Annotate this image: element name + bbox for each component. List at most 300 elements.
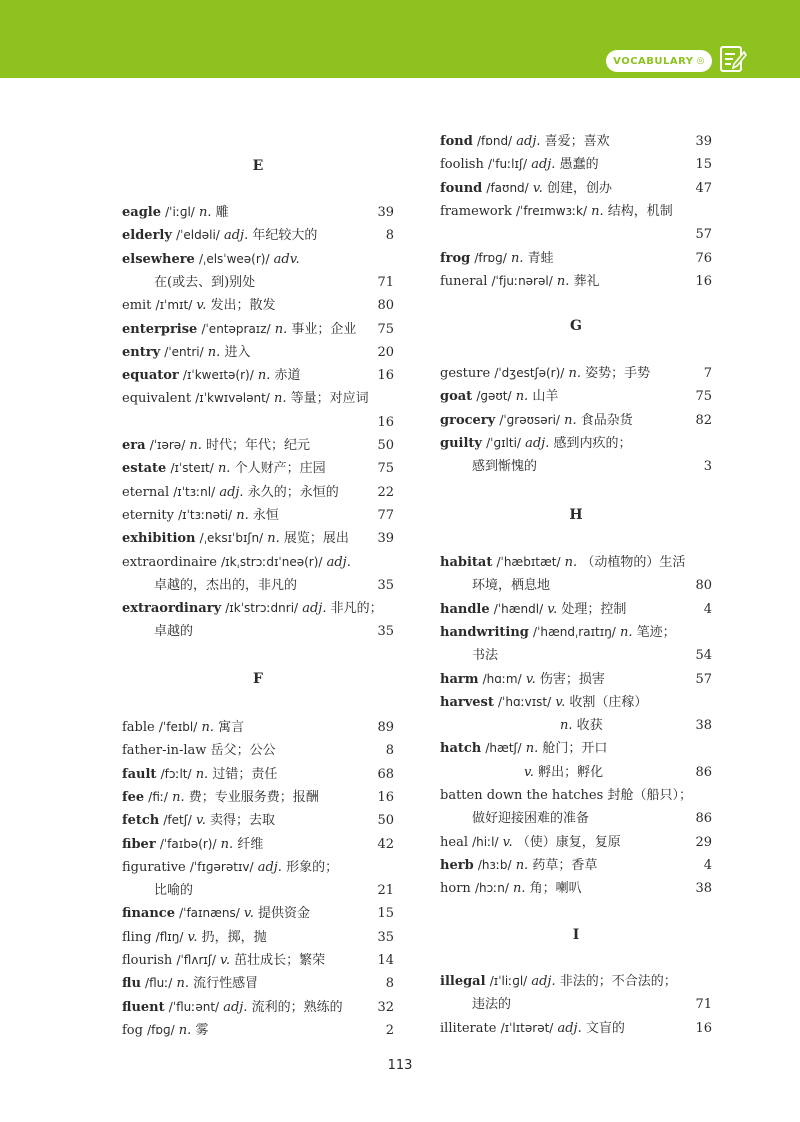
headword: fling [122,929,152,945]
part-of-speech: n. [201,720,214,735]
phonetic: /hætʃ/ [485,741,522,756]
meaning: 雕 [215,205,229,220]
entry-continuation [440,761,712,784]
page-ref: 76 [695,250,712,266]
part-of-speech: n. [274,321,288,337]
headword: fluent [122,999,165,1015]
page-ref: 47 [695,180,712,196]
section-letter-h: H [569,507,583,523]
headword: handle [440,601,490,617]
continuation-text: 卓越的，杰出的，非凡的 [154,577,298,593]
meaning: 纤维 [237,836,264,852]
vocab-entry [440,551,712,574]
phonetic: /ˈfaɪbə(r)/ [159,836,217,851]
phonetic: /ɪˈtɜːnl/ [173,484,216,499]
headword: foolish [440,157,484,173]
headword: eternity [122,507,174,523]
headword: figurative [122,859,186,875]
vocab-entry [122,972,394,995]
part-of-speech: n. [257,368,271,384]
entry-continuation [440,644,712,667]
page-ref: 80 [377,298,394,314]
headword: fee [122,789,145,805]
headword: elsewhere [122,251,195,267]
headword: exhibition [122,531,196,547]
headword: eagle [122,205,161,220]
page-ref: 8 [385,228,394,244]
part-of-speech: adj. [516,134,541,149]
headword: gesture [440,366,491,381]
part-of-speech: v. [187,929,198,945]
part-of-speech: v. [196,298,207,314]
page-ref: 16 [695,273,712,289]
continuation-text: 做好迎接困难的准备 [472,811,590,827]
page-ref: 29 [695,834,712,850]
phonetic: /hɜːb/ [477,857,512,872]
part-of-speech: n. [195,766,209,782]
meaning: 文盲的 [585,1020,625,1036]
headword: grocery [440,412,496,428]
part-of-speech: v. [502,834,513,850]
meaning: 永久的；永恒的 [247,484,339,500]
vocab-entry [122,833,394,856]
page-ref: 35 [377,929,394,945]
meaning: 展览；展出 [283,531,349,547]
part-of-speech: n. [178,1022,192,1038]
vocab-entry [440,831,712,854]
headword: fog [122,1022,143,1038]
vocabulary-text: VOCABULARY [613,55,694,67]
phonetic: /fluː/ [145,976,173,991]
page-ref: 42 [377,836,394,852]
part-of-speech: n. [591,203,604,219]
entry-continuation [122,411,394,434]
vocab-entry [122,434,394,457]
part-of-speech: n. [515,389,529,405]
page-ref: 16 [377,789,394,805]
part-of-speech: n. [568,366,581,381]
headword: harvest [440,694,494,710]
entry-continuation [440,714,712,737]
vocab-entry [440,691,712,714]
part-of-speech: adv. [273,251,300,267]
meaning: 食品杂货 [580,412,633,428]
vocab-entry [440,385,712,408]
section-letter-g: G [570,318,582,334]
continuation-text: 卓越的 [154,624,194,640]
page-ref: 89 [377,720,394,735]
vocab-entry [122,248,394,271]
headword: batten down the hatches [440,788,604,803]
meaning: 岳父；公公 [210,743,276,759]
meaning: 山羊 [532,389,559,405]
meaning: 永恒 [252,507,279,523]
part-of-speech: n. [220,836,234,852]
page-ref: 77 [377,507,394,523]
phonetic: /ɪˈsteɪt/ [170,461,214,476]
continuation-text: 比喻的 [154,883,194,899]
part-of-speech: v. [525,671,536,687]
phonetic: /ˈfjuːnərəl/ [491,273,553,288]
phonetic: /ɪkˌstrɔːdɪˈneə(r)/ [221,554,323,569]
headword: handwriting [440,624,529,640]
meaning: 处理；控制 [561,601,627,617]
continuation-text: 违法的 [472,997,512,1013]
meaning: 发出；散发 [210,298,276,314]
vocab-entry [440,432,712,455]
headword: illegal [440,974,486,989]
phonetic: /faʊnd/ [486,180,529,195]
meaning: 提供资金 [258,906,311,922]
headword: flourish [122,953,173,968]
entry-continuation [122,271,394,294]
phonetic: /hɔːn/ [474,881,509,896]
part-of-speech: n. [172,789,185,805]
page-ref: 75 [695,389,712,405]
part-of-speech: n. [267,531,280,547]
page-ref: 39 [377,531,394,547]
headword: heal [440,834,468,850]
part-of-speech: adj. [531,157,556,173]
part-of-speech: n. [236,507,249,523]
meaning: 药草；香草 [532,857,598,873]
part-of-speech: n. [619,624,633,640]
circle-dot-icon: ◎ [696,56,705,66]
page-ref: 39 [695,134,712,149]
meaning: 赤道 [274,368,301,384]
phonetic: /fiː/ [148,789,168,804]
headword: fetch [122,813,160,829]
page-ref: 82 [695,412,712,428]
page-ref: 50 [377,438,394,453]
vocab-entry [440,200,712,223]
part-of-speech: adj. [223,999,248,1015]
page-ref: 86 [695,811,712,827]
part-of-speech: n. [560,718,577,734]
part-of-speech: n. [273,391,287,407]
vocab-entry [122,996,394,1019]
meaning: 伤害；损害 [539,671,605,687]
part-of-speech: n. [199,205,212,220]
meaning: 时代；年代；纪元 [206,438,311,453]
page-ref: 16 [695,1020,712,1036]
vocab-entry [122,809,394,832]
meaning: 创建，创办 [546,180,612,196]
page-ref: 16 [377,414,394,430]
headword: herb [440,857,474,873]
part-of-speech: n. [189,438,202,453]
headword: habitat [440,555,493,570]
vocab-entry [440,362,712,385]
meaning: 非凡的； [330,601,383,617]
phonetic: /ɪˈkweɪtə(r)/ [182,368,254,383]
part-of-speech: adj. [223,228,249,244]
vocab-entry [440,177,712,200]
vocab-entry [440,784,712,807]
page-ref: 57 [695,227,712,243]
vocab-entry [122,856,394,879]
part-of-speech: adj. [525,435,550,451]
meaning: 事业；企业 [291,321,357,337]
entry-continuation [122,879,394,902]
page-ref: 57 [695,671,712,687]
phonetic: /ˈhændl/ [493,601,544,616]
headword: equator [122,368,179,384]
phonetic: /ˈfeɪbl/ [158,720,198,734]
entry-continuation [122,620,394,643]
phonetic: /ˈɪərə/ [149,438,186,452]
headword: flu [122,976,141,992]
headword: emit [122,298,152,314]
vocab-entry [122,716,394,739]
meaning: 愚蠢的 [559,157,599,173]
page-ref: 22 [377,484,394,500]
headword: eternal [122,484,170,500]
vocab-entry [440,270,712,293]
page-ref: 50 [377,813,394,829]
phonetic: /hɑːm/ [482,671,522,686]
vocab-entry [122,387,394,410]
phonetic: /ˈfreɪmwɜːk/ [515,203,587,218]
vocab-entry [122,294,394,317]
headword: elderly [122,228,172,244]
phonetic: /ˈfaɪnæns/ [179,906,240,921]
phonetic: /ɪˈtɜːnəti/ [178,507,233,522]
meaning: 茁壮成长；繁荣 [234,953,326,968]
page-ref: 80 [695,578,712,594]
meaning: （使）康复，复原 [516,834,621,850]
part-of-speech: adj. [302,601,327,617]
meaning: 年纪较大的 [252,228,318,244]
phonetic: /ˈdʒestʃə(r)/ [494,366,565,380]
headword: father-in-law [122,743,207,759]
meaning: 寓言 [218,720,245,735]
page-ref: 15 [695,157,712,173]
part-of-speech: adj. [557,1020,582,1036]
phonetic: /ˈflʌrɪʃ/ [176,953,216,967]
headword: hatch [440,741,482,757]
phonetic: /ɪkˈstrɔːdnri/ [225,601,299,616]
page-ref: 38 [695,718,712,734]
part-of-speech: n. [513,881,526,897]
section-letter-e: E [252,158,264,174]
part-of-speech: adj. [326,554,351,570]
part-of-speech: adj. [219,484,244,500]
vocab-entry [440,247,712,270]
headword: goat [440,389,473,405]
phonetic: /ɪˈkwɪvələnt/ [195,391,270,406]
page-ref: 20 [377,344,394,360]
meaning: 角；喇叭 [529,881,582,897]
continuation-text [122,415,154,430]
vocab-entry [440,668,712,691]
vocab-entry [440,598,712,621]
headword: fiber [122,836,156,852]
headword: illiterate [440,1020,497,1036]
entry-continuation [122,574,394,597]
phonetic: /ˈfuːlɪʃ/ [487,157,528,172]
part-of-speech: n. [176,976,189,992]
page-ref: 4 [703,601,712,617]
entry-continuation [440,807,712,830]
headword: finance [122,906,175,922]
meaning: 感到内疚的； [553,435,632,451]
page-ref: 35 [377,577,394,593]
headword: guilty [440,435,482,451]
page-ref: 71 [377,274,394,290]
page-ref: 14 [377,953,394,968]
part-of-speech: v. [547,601,558,617]
continuation-text [440,227,472,242]
meaning: 费；专业服务费；报酬 [188,789,319,805]
headword: era [122,438,146,453]
continuation-text: 书法 [472,648,499,664]
vocab-entry [122,481,394,504]
page-ref: 35 [377,624,394,640]
headword: framework [440,203,512,219]
vocab-entry [122,597,394,620]
part-of-speech: adj. [257,859,282,875]
page-ref: 39 [377,205,394,220]
continuation-text: n. 收获 [560,718,603,734]
vocab-entry [440,153,712,176]
page-ref: 21 [377,883,394,899]
meaning: 雾 [195,1022,209,1038]
continuation-text: 感到惭愧的 [472,459,538,475]
vocab-entry [122,527,394,550]
entry-continuation [440,574,712,597]
section-letter-i: I [572,927,580,943]
part-of-speech: n. [564,412,577,428]
meaning: 收割（庄稼） [569,694,648,710]
page-ref: 8 [385,743,394,759]
vocab-entry [440,970,712,993]
vocab-entry [122,457,394,480]
headword: entry [122,344,161,360]
page-ref: 68 [377,766,394,782]
vocab-entry [122,224,394,247]
part-of-speech: v. [243,906,254,922]
phonetic: /hiːl/ [472,834,499,849]
phonetic: /fetʃ/ [163,813,192,828]
page-ref: 16 [377,368,394,384]
phonetic: /fɒɡ/ [147,1022,175,1037]
meaning: 过错；责任 [212,766,278,782]
page-number: 113 [387,1058,413,1073]
vocab-entry [122,786,394,809]
phonetic: /ɪˈmɪt/ [155,298,193,313]
vocab-entry [440,877,712,900]
meaning: 形象的； [286,859,339,875]
part-of-speech: v. [524,764,539,780]
meaning: 进入 [224,344,251,360]
part-of-speech: v. [220,953,230,968]
headword: equivalent [122,391,192,407]
headword: extraordinary [122,601,222,617]
vocab-entry [122,364,394,387]
part-of-speech: n. [217,461,231,477]
phonetic: /ˈentəpraɪz/ [201,321,271,336]
meaning: 舱门；开口 [542,741,608,757]
vocab-entry [122,763,394,786]
page-ref: 2 [385,1022,394,1038]
phonetic: /ˈentri/ [164,344,204,359]
part-of-speech: n. [564,555,578,570]
headword: estate [122,461,167,477]
meaning: 扔，掷，抛 [201,929,267,945]
phonetic: /ˈhɑːvɪst/ [498,694,552,709]
vocab-entry [440,1017,712,1040]
vocab-entry [440,854,712,877]
page-ref: 75 [377,321,394,337]
page-ref: 38 [695,881,712,897]
continuation-text: v. 孵出；孵化 [524,764,604,780]
meaning: 姿势；手势 [585,366,651,381]
page-ref: 8 [385,976,394,992]
headword: extraordinaire [122,554,217,570]
headword: funeral [440,273,488,289]
vocab-entry [122,318,394,341]
phonetic: /ɡəʊt/ [476,389,512,404]
phonetic: /frɒɡ/ [474,250,507,265]
continuation-text: 环境，栖息地 [472,578,551,594]
part-of-speech: n. [556,273,570,289]
notebook-pencil-icon [718,44,748,74]
meaning: 卖得；去取 [210,813,276,829]
meaning: 封舱（船只）； [607,788,692,803]
phonetic: /ˈhæbɪtæt/ [496,555,561,569]
phonetic: /ˈfluːənt/ [168,999,220,1014]
section-letter-f: F [253,671,263,687]
headword: fond [440,134,473,149]
phonetic: /ˈɡrəʊsəri/ [499,412,560,427]
phonetic: /ˌeksɪˈbɪʃn/ [199,531,264,546]
headword: frog [440,250,471,266]
headword: harm [440,671,479,687]
phonetic: /ˈhændˌraɪtɪŋ/ [533,624,616,639]
vocab-entry [122,341,394,364]
phonetic: /ɪˈliːɡl/ [489,974,528,988]
headword: found [440,180,483,196]
vocab-entry [440,130,712,153]
vocab-entry [122,201,394,224]
meaning: 笔迹； [636,624,676,640]
vocab-entry [122,949,394,972]
vocab-entry [122,926,394,949]
meaning: 结构，机制 [607,203,673,219]
phonetic: /ˈɡɪlti/ [486,435,521,450]
part-of-speech: n. [525,741,539,757]
phonetic: /fɔːlt/ [160,766,192,781]
part-of-speech: v. [555,694,566,710]
phonetic: /ˌelsˈweə(r)/ [198,251,270,266]
part-of-speech: adj. [531,974,556,989]
headword: fault [122,766,157,782]
part-of-speech: v. [532,180,543,196]
entry-continuation [440,455,712,478]
page-ref: 3 [703,459,712,475]
vocabulary-label [606,50,712,72]
meaning: 流行性感冒 [193,976,259,992]
page-ref: 75 [377,461,394,477]
meaning: 葬礼 [573,273,600,289]
vocab-entry [122,1019,394,1042]
vocab-entry [122,504,394,527]
vocab-entry [122,739,394,762]
page-ref: 54 [695,648,712,664]
phonetic: /ˈeldəli/ [176,228,220,243]
phonetic: /fɒnd/ [476,134,513,148]
